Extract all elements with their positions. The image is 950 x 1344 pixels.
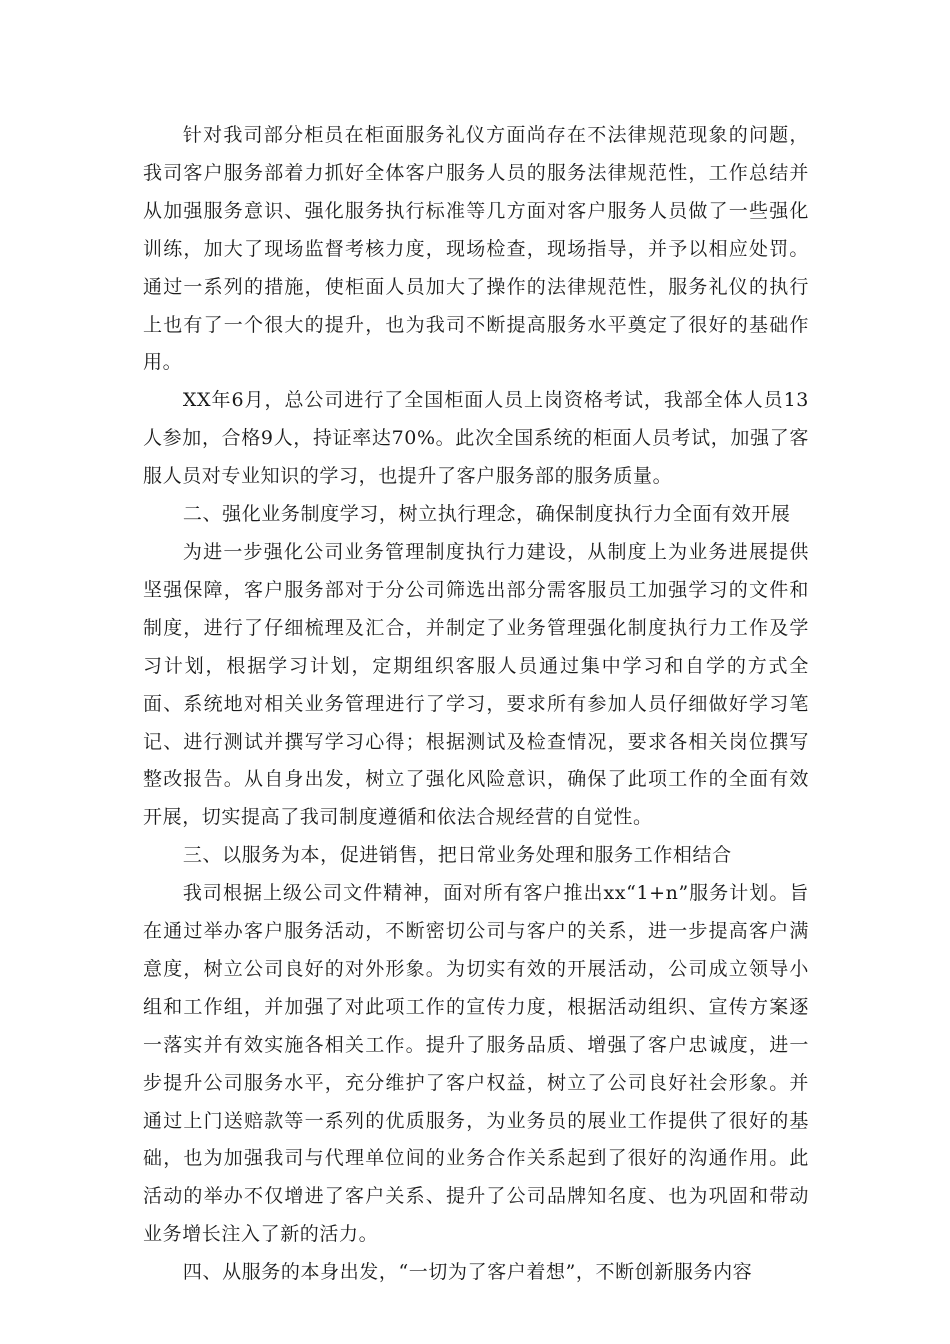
section-heading-4: 四、从服务的本身出发，“一切为了客户着想”，不断创新服务内容: [182, 1261, 753, 1284]
paragraph-service-plan: 我司根据上级公司文件精神，面对所有客户推出xx“1+n”服务计划。旨在通过举办客户服务活动，不断密切公司与客户的关系，进一步提高客户满意度，树立公司良好的对外形象。为切实有效的开展活动，公司成立领导小组和工作组，并加强了对此项工作的宣传力度，根据活动组织、宣传方案逐一落实并有效实施各相关工作。提升了服务品质、增强了客户忠诚度，进一步提升公司服务水平，充分维护了客户权益，树立了公司良好社会形象。并通过上门送赔款等一系列的优质服务，为业务员的展业工作提供了很好的基础，也为加强我司与代理单位间的业务合作关系起到了很好的沟通作用。此活动的举办不仅增进了客户关系、提升了公司品牌知名度、也为巩固和带动业务增长注入了新的活力。: [143, 882, 809, 1246]
paragraph-exam: XX年6月，总公司进行了全国柜面人员上岗资格考试，我部全体人员13人参加，合格9人，持证率达70%。此次全国系统的柜面人员考试，加强了客服人员对专业知识的学习，也提升了客户服务部的服务质量。: [143, 389, 809, 488]
document-body: [143, 117, 809, 1292]
section-heading-2: 二、强化业务制度学习，树立执行理念，确保制度执行力全面有效开展: [182, 503, 791, 526]
paragraph-system-study: 为进一步强化公司业务管理制度执行力建设，从制度上为业务进展提供坚强保障，客户服务部对于分公司筛选出部分需客服员工加强学习的文件和制度，进行了仔细梳理及汇合，并制定了业务管理强化制度执行力工作及学习计划，根据学习计划，定期组织客服人员通过集中学习和自学的方式全面、系统地对相关业务管理进行了学习，要求所有参加人员仔细做好学习笔记、进行测试并撰写学习心得；根据测试及检查情况，要求各相关岗位撰写整改报告。从自身出发，树立了强化风险意识，确保了此项工作的全面有效开展，切实提高了我司制度遵循和依法合规经营的自觉性。: [143, 540, 809, 829]
section-heading-3: 三、以服务为本，促进销售，把日常业务处理和服务工作相结合: [182, 844, 732, 867]
paragraph-etiquette: 针对我司部分柜员在柜面服务礼仪方面尚存在不法律规范现象的问题，我司客户服务部着力抓好全体客户服务人员的服务法律规范性，工作总结并从加强服务意识、强化服务执行标准等几方面对客户服务人员做了一些强化训练，加大了现场监督考核力度，现场检查，现场指导，并予以相应处罚。通过一系列的措施，使柜面人员加大了操作的法律规范性，服务礼仪的执行上也有了一个很大的提升，也为我司不断提高服务水平奠定了很好的基础作用。: [143, 124, 809, 374]
